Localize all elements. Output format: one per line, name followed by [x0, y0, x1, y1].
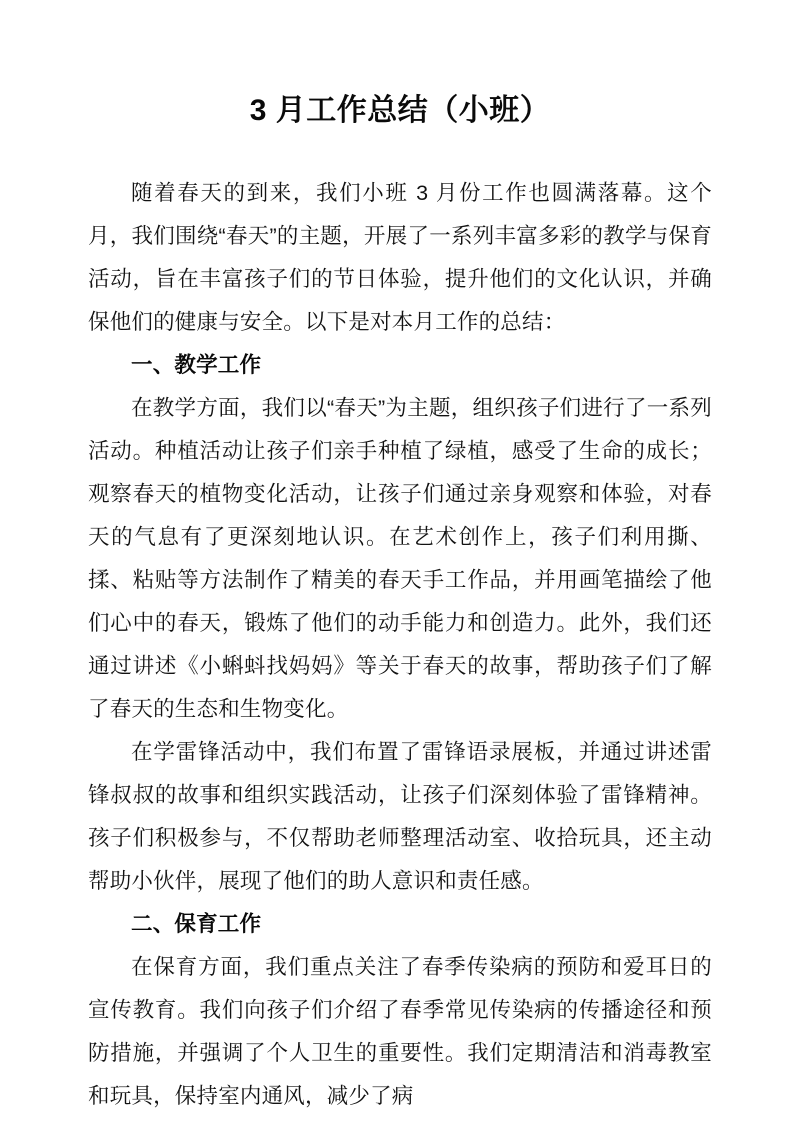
section-heading-teaching: 一、教学工作	[131, 352, 262, 377]
title-spacer	[88, 130, 712, 172]
paragraph-childcare-hygiene: 在保育方面，我们重点关注了春季传染病的预防和爱耳日的宣传教育。我们向孩子们介绍了春季常见传染病的传播途径和预防措施，并强调了个人卫生的重要性。我们定期清洁和消毒教室和玩具，保持室内通风，减少了病	[88, 954, 712, 1108]
paragraph-lei-feng-activities: 在学雷锋活动中，我们布置了雷锋语录展板，并通过讲述雷锋叔叔的故事和组织实践活动，让孩子们深刻体验了雷锋精神。孩子们积极参与，不仅帮助老师整理活动室、收拾玩具，还主动帮助小伙伴，展现了他们的助人意识和责任感。	[88, 739, 712, 893]
document-body	[88, 0, 712, 1118]
paragraph-teaching-activities: 在教学方面，我们以“春天”为主题，组织孩子们进行了一系列活动。种植活动让孩子们亲手种植了绿植，感受了生命的成长；观察春天的植物变化活动，让孩子们通过亲身观察和体验，对春天的气息有了更深刻地认识。在艺术创作上，孩子们利用撕、揉、粘贴等方法制作了精美的春天手工作品，并用画笔描绘了他们心中的春天，锻炼了他们的动手能力和创造力。此外，我们还通过讲述《小蝌蚪找妈妈》等关于春天的故事，帮助孩子们了解了春天的生态和生物变化。	[88, 395, 712, 721]
page-title: 3 月工作总结（小班）	[249, 94, 551, 127]
paragraph-intro: 随着春天的到来，我们小班 3 月份工作也圆满落幕。这个月，我们围绕“春天”的主题，开展了一系列丰富多彩的教学与保育活动，旨在丰富孩子们的节日体验，提升他们的文化认识，并确保他们的健康与安全。以下是对本月工作的总结：	[88, 180, 712, 334]
section-heading-childcare: 二、保育工作	[131, 911, 262, 936]
